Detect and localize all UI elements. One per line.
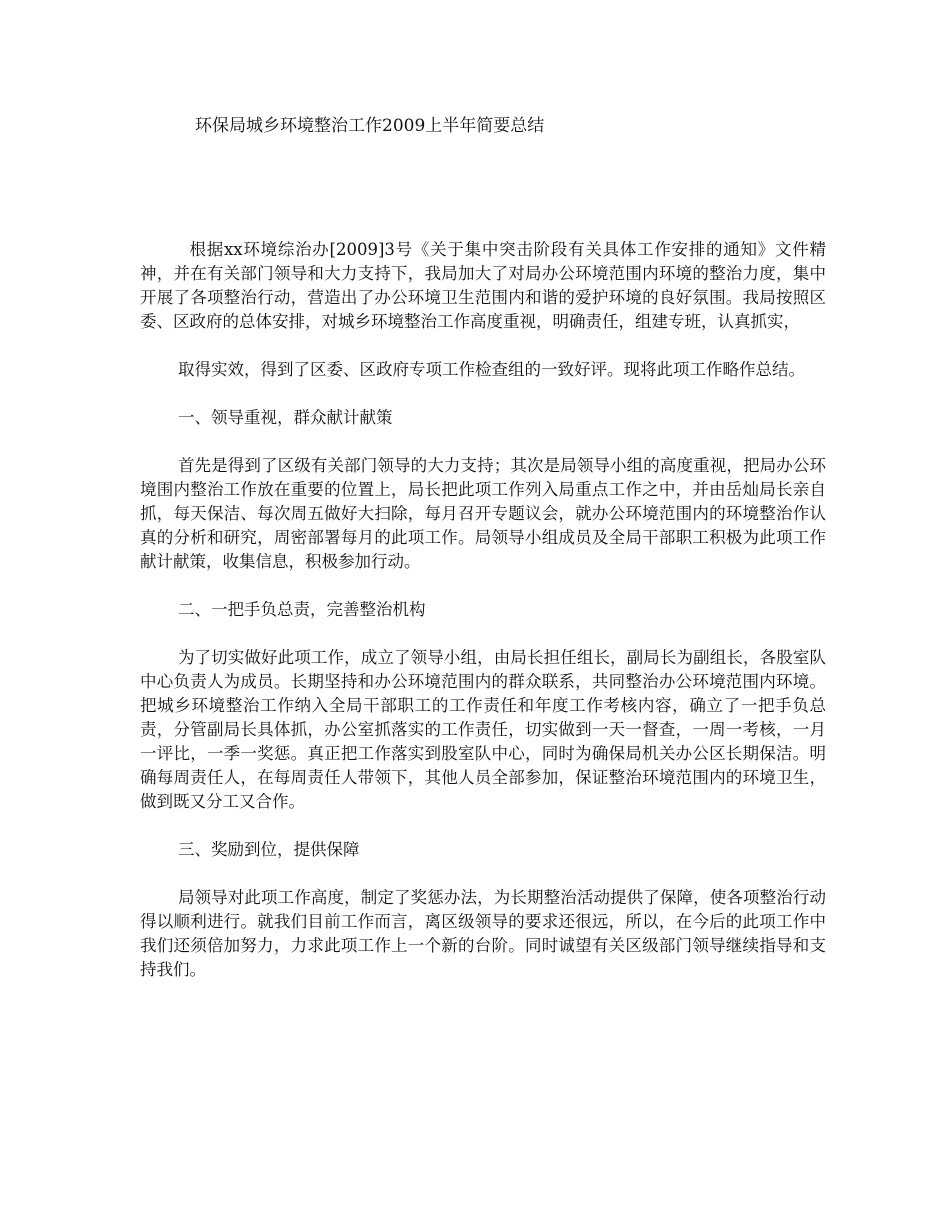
- document-body: [140, 238, 826, 1006]
- document-title: 环保局城乡环境整治工作2009上半年简要总结: [195, 116, 545, 136]
- paragraph-section-1: 首先是得到了区级有关部门领导的大力支持；其次是局领导小组的高度重视，把局办公环境围内整治工作放在重要的位置上，局长把此项工作列入局重点工作之中，并由岳灿局长亲自抓，每天保洁、每次周五做好大扫除，每月召开专题议会，就办公环境范围内的环境整治作认真的分析和研究，周密部署每月的此项工作。局领导小组成员及全局干部职工积极为此项工作献计献策，收集信息，积极参加行动。: [140, 456, 826, 571]
- section-heading-2: 二、一把手负总责，完善整治机构: [177, 600, 426, 619]
- paragraph-intro: 根据xx环境综治办[2009]3号《关于集中突击阶段有关具体工作安排的通知》文件精神，并在有关部门领导和大力支持下，我局加大了对局办公环境范围内环境的整治力度，集中开展了各项整治行动，营造出了办公环境卫生范围内和谐的爱护环境的良好氛围。我局按照区委、区政府的总体安排，对城乡环境整治工作高度重视，明确责任，组建专班，认真抓实，: [140, 240, 826, 331]
- paragraph-summary: 取得实效，得到了区委、区政府专项工作检查组的一致好评。现将此项工作略作总结。: [177, 360, 805, 379]
- paragraph-section-3: 局领导对此项工作高度，制定了奖惩办法，为长期整治活动提供了保障，使各项整治行动得以顺利进行。就我们目前工作而言，离区级领导的要求还很远，所以，在今后的此项工作中我们还须倍加努力，力求此项工作上一个新的台阶。同时诚望有关区级部门领导继续指导和支持我们。: [140, 888, 826, 979]
- paragraph-section-2: 为了切实做好此项工作，成立了领导小组，由局长担任组长，副局长为副组长，各股室队中心负责人为成员。长期坚持和办公环境范围内的群众联系，共同整治办公环境范围内环境。把城乡环境整治工作纳入全局干部职工的工作责任和年度工作考核内容，确立了一把手负总责，分管副局长具体抓，办公室抓落实的工作责任，切实做到一天一督查，一周一考核，一月一评比，一季一奖惩。真正把工作落实到股室队中心，同时为确保局机关办公区长期保洁。明确每周责任人，在每周责任人带领下，其他人员全部参加，保证整治环境范围内的环境卫生，做到既又分工又合作。: [140, 648, 826, 811]
- section-heading-3: 三、奖励到位，提供保障: [177, 840, 360, 859]
- section-heading-1: 一、领导重视，群众献计献策: [177, 408, 393, 427]
